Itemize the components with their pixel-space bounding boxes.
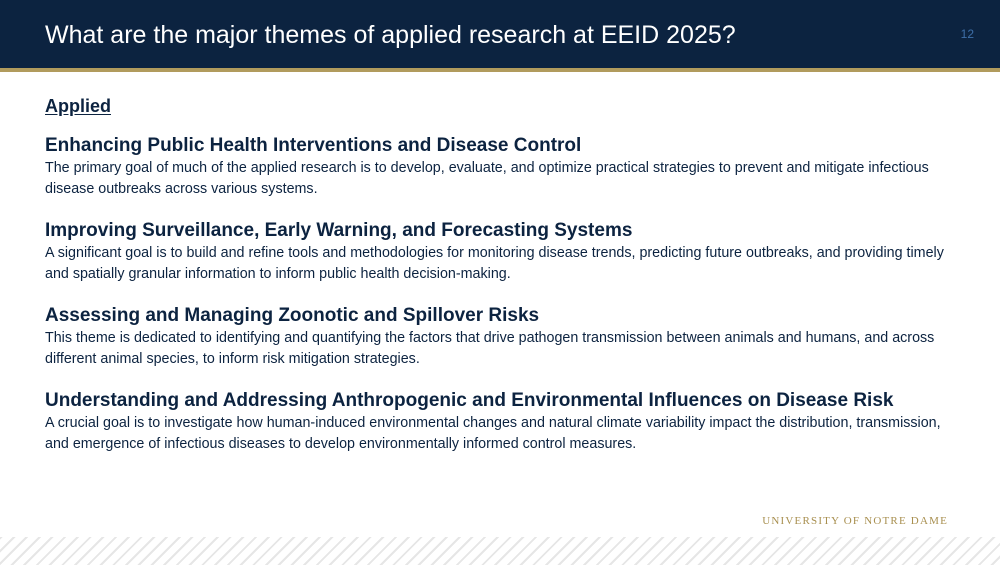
theme-description: A significant goal is to build and refine tools and methodologies for monitoring disease trends, predicting future outbreaks, and providing timely and spatially granular information to inform public health decision-making.: [45, 245, 944, 282]
theme-heading: Enhancing Public Health Interventions and Disease Control: [45, 135, 582, 156]
theme-heading: Assessing and Managing Zoonotic and Spillover Risks: [45, 305, 540, 326]
footer-pattern: [0, 537, 1000, 565]
theme-block: [45, 304, 945, 369]
university-wordmark: UNIVERSITY OF NOTRE DAME: [762, 515, 948, 527]
theme-heading: Improving Surveillance, Early Warning, and Forecasting Systems: [45, 220, 633, 241]
theme-description: A crucial goal is to investigate how human-induced environmental changes and natural climate variability impact the distribution, transmission, and emergence of infectious diseases to develop environmentally informed control measures.: [45, 415, 941, 452]
slide-title: What are the major themes of applied research at EEID 2025?: [45, 21, 736, 49]
slide-content: [45, 95, 945, 474]
title-bar: [0, 0, 1000, 68]
gold-divider: [0, 68, 1000, 72]
theme-description: The primary goal of much of the applied research is to develop, evaluate, and optimize practical strategies to prevent and mitigate infectious disease outbreaks across various systems.: [45, 160, 929, 197]
theme-block: [45, 219, 945, 284]
theme-block: [45, 134, 945, 199]
theme-description: This theme is dedicated to identifying and quantifying the factors that drive pathogen transmission between animals and humans, and across different animal species, to inform risk mitigation strategies.: [45, 330, 935, 367]
section-label: Applied: [45, 96, 111, 116]
page-number: 12: [960, 27, 974, 41]
theme-block: [45, 389, 945, 454]
theme-heading: Understanding and Addressing Anthropogenic and Environmental Influences on Disease Risk: [45, 390, 894, 411]
